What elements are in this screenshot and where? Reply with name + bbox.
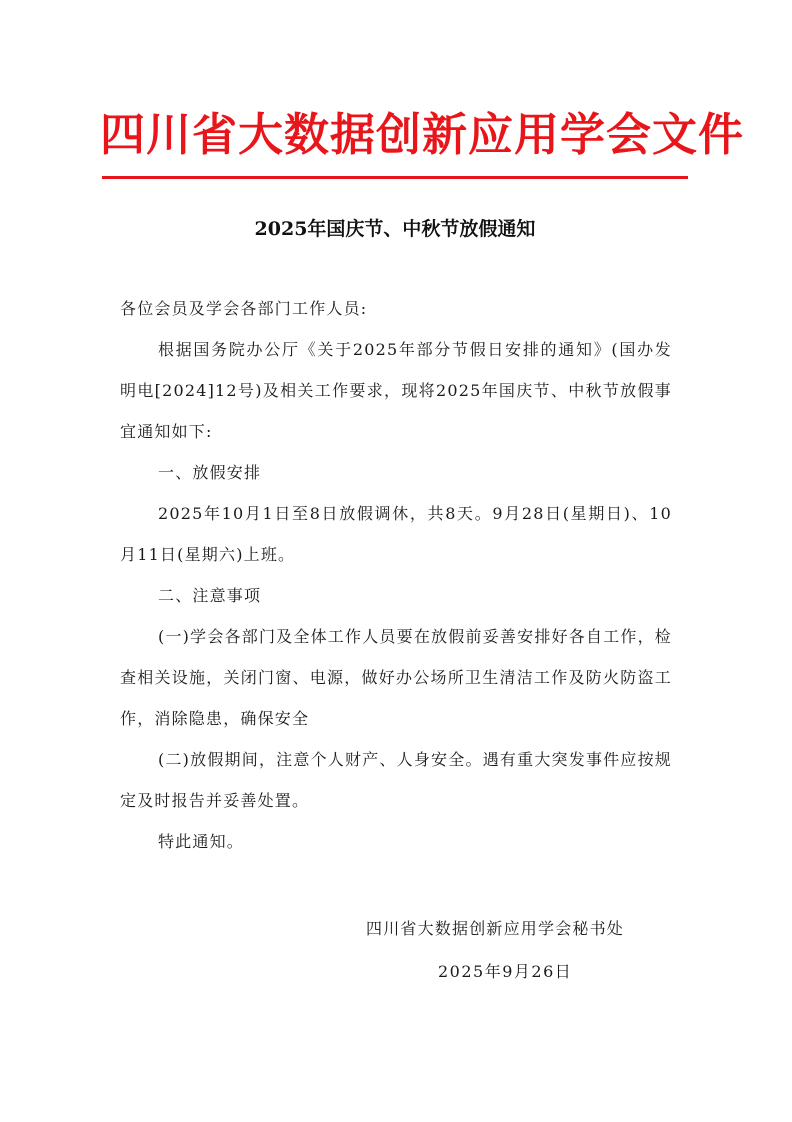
section-heading-notes: 二、注意事项 [158,586,262,605]
signature-organization: 四川省大数据创新应用学会秘书处 [366,919,625,938]
notice-title: 2025年国庆节、中秋节放假通知 [254,218,536,240]
salutation: 各位会员及学会各部门工作人员: [120,299,368,318]
document-header-title: 四川省大数据创新应用学会文件 [100,108,745,161]
schedule-paragraph: 2025年10月1日至8日放假调休，共8天。9月28日(星期日)、10月11日(星期六)上班。 [120,504,672,564]
section-heading-schedule: 一、放假安排 [158,463,262,482]
signature-date: 2025年9月26日 [438,962,573,981]
note-item-1: (一)学会各部门及全体工作人员要在放假前妥善安排好各自工作，检查相关设施，关闭门窗、电源，做好办公场所卫生清洁工作及防火防盗工作，消除隐患，确保安全 [120,627,672,728]
note-item-2: (二)放假期间，注意个人财产、人身安全。遇有重大突发事件应按规定及时报告并妥善处置。 [120,750,672,810]
header-red-divider [102,176,688,179]
notice-body [120,288,672,862]
closing-line: 特此通知。 [158,832,245,851]
intro-paragraph: 根据国务院办公厅《关于2025年部分节假日安排的通知》(国办发明电[2024]12号)及相关工作要求，现将2025年国庆节、中秋节放假事宜通知如下: [120,340,672,441]
